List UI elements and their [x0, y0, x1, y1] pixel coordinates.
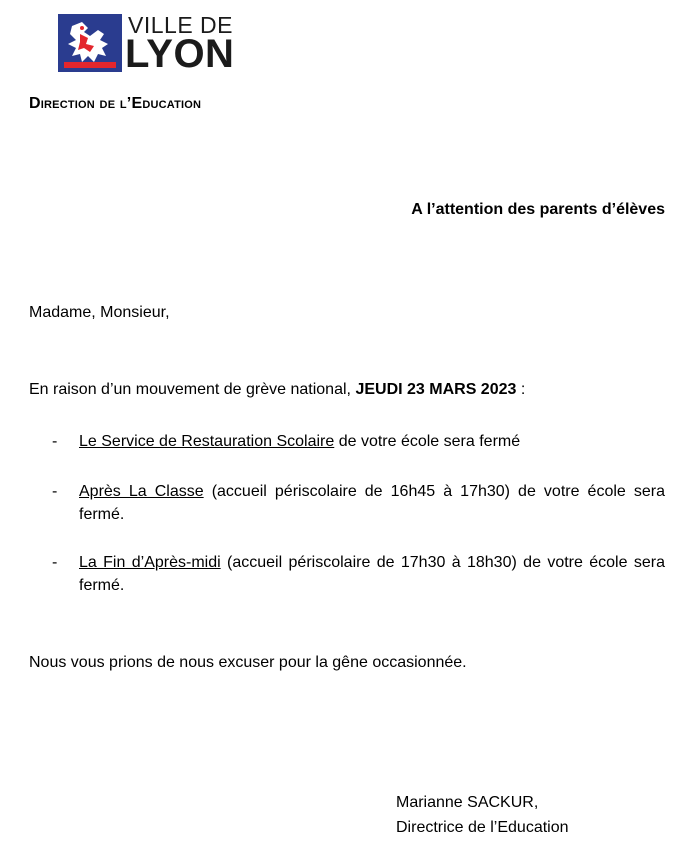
ville-de-lyon-logo [58, 12, 235, 76]
logo-line-ville-de: VILLE DE [128, 12, 233, 38]
service-detail: (accueil périscolaire de 17h30 à 18h30) de votre école sera fermé. [79, 554, 665, 594]
logo-line-lyon: LYON [125, 32, 235, 76]
lion-emblem-icon [58, 14, 122, 72]
closing-sentence: Nous vous prions de nous excuser pour la gêne occasionnée. [29, 654, 467, 671]
salutation: Madame, Monsieur, [29, 304, 170, 321]
signatory-name: Marianne SACKUR, [396, 794, 539, 811]
addressee-line: A l’attention des parents d’élèves [411, 201, 665, 218]
service-detail: de votre école sera fermé [334, 433, 521, 450]
intro-suffix: : [520, 381, 526, 398]
list-bullet: - [52, 433, 58, 450]
list-item-fin-apres-midi [79, 551, 665, 597]
list-item-restauration [79, 430, 665, 453]
list-bullet: - [52, 483, 58, 500]
list-item-apres-la-classe [79, 480, 665, 526]
service-detail: (accueil périscolaire de 16h45 à 17h30) de votre école sera fermé. [79, 483, 665, 523]
service-name: La Fin d’Après-midi [79, 554, 221, 571]
department-heading: Direction de l’Education [29, 95, 202, 112]
service-name: Après La Classe [79, 483, 204, 500]
service-name: Le Service de Restauration Scolaire [79, 433, 335, 450]
signatory-title: Directrice de l’Education [396, 819, 569, 836]
intro-paragraph [29, 378, 525, 401]
strike-date: JEUDI 23 MARS 2023 [355, 381, 517, 398]
list-bullet: - [52, 554, 58, 571]
intro-text: En raison d’un mouvement de grève national, [29, 381, 351, 398]
